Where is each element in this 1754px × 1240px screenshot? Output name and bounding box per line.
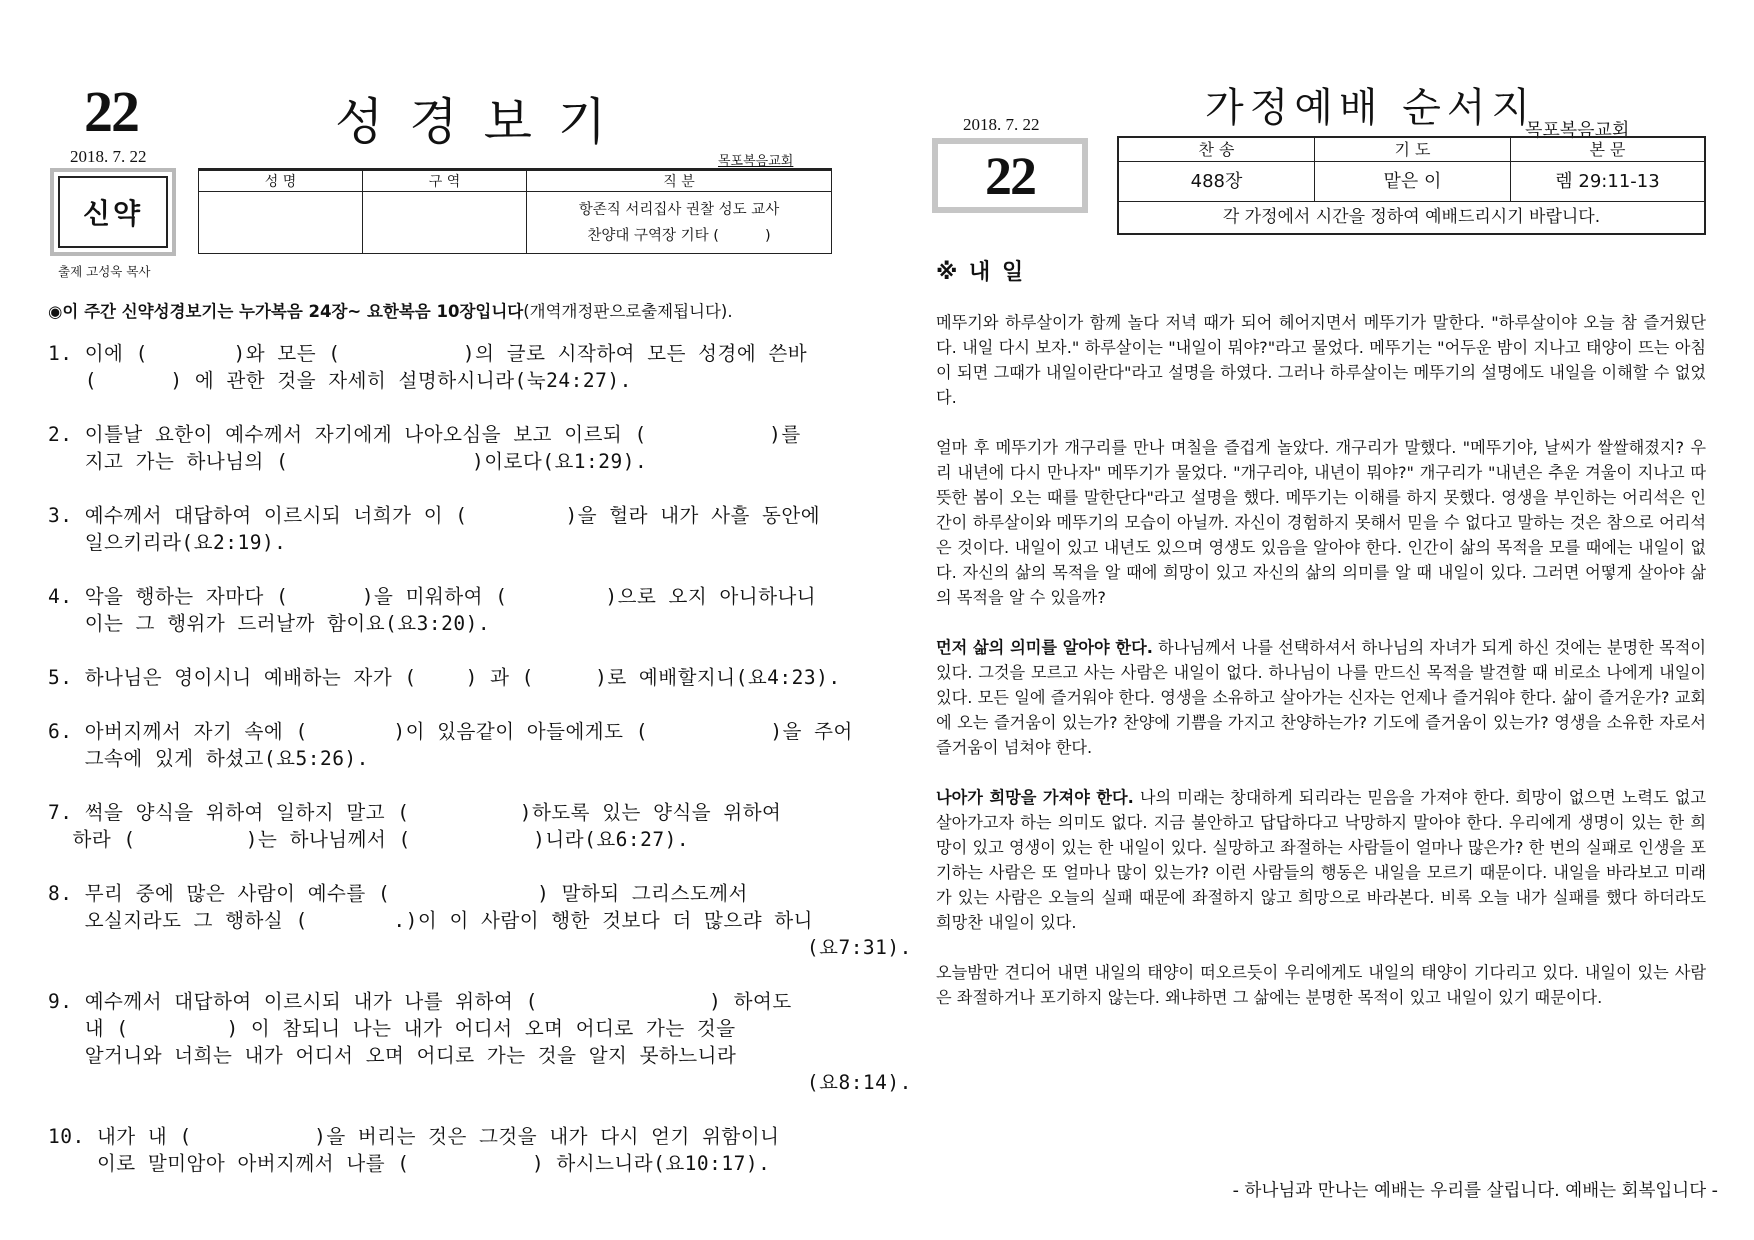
name-field[interactable]: [199, 192, 363, 254]
footer-slogan: - 하나님과 만나는 예배는 우리를 살립니다. 예배는 회복입니다 -: [1232, 1181, 1718, 1201]
worship-issue-number: 22: [985, 145, 1035, 206]
question-3: 3. 예수께서 대답하여 이르시되 너희가 이 ( )을 헐라 내가 사흘 동안에 일으키리라(요2:19).: [48, 504, 821, 554]
question-7: 7. 썩을 양식을 위하여 일하지 말고 ( )하도록 있는 양식을 위하여 하라 ( )는 하나님께서 ( )니라(요6:27).: [48, 801, 782, 851]
question-6: 6. 아버지께서 자기 속에 ( )이 있음같이 아들에게도 ( )을 주어 그속에 있게 하셨고(요5:26).: [48, 720, 853, 770]
question-10: 10. 내가 내 ( )을 버리는 것은 그것을 내가 다시 얻기 위함이니 이로 말미암아 아버지께서 나를 ( ) 하시느니라(요10:17).: [48, 1125, 780, 1175]
header-hymn: 찬 송: [1119, 138, 1315, 161]
issue-number: 22: [84, 79, 138, 144]
info-table-row: [199, 192, 832, 254]
roles-line-2: 찬양대 구역장 기타 ( ): [587, 227, 771, 244]
role-options[interactable]: [527, 192, 832, 254]
question-5: 5. 하나님은 영이시니 예배하는 자가 ( ) 과 ( )로 예배할지니(요4:23).: [48, 666, 841, 689]
header-name: 성 명: [199, 170, 363, 192]
worship-church: 목포복음교회: [1525, 120, 1630, 141]
order-note: 각 가정에서 시간을 정하여 예배드리시기 바랍니다.: [1222, 207, 1601, 227]
paragraph-3: 먼저 삶의 의미를 알아야 한다. 하나님께서 나를 선택하셔서 하나님의 자녀가 되게 하신 것에는 분명한 목적이 있다. 그것을 모르고 사는 사람은 내일이 없다. 하나님이 나를 만드신 목적을 발견할 때 비로소 나에게 내일이 있다. 모든 일에 즐거워야 한다. 영생을 소유하고 살아가는 신자는 언제나 즐거워야 한다. 삶이 즐거운가? 교회에 오는 즐거움이 있는가? 찬양에 기쁨을 가지고 찬양하는가? 기도에 즐거움이 있는가? 영생을 소유한 자로서 즐거움이 넘쳐야 한다.: [936, 638, 1706, 757]
worship-issue-badge: [932, 138, 1088, 213]
header-role: 직 분: [527, 170, 832, 192]
header-prayer: 기 도: [1315, 138, 1511, 161]
intro-rest: (개역개정판으로출제됩니다).: [523, 302, 733, 321]
author: 출제 고성욱 목사: [58, 264, 151, 279]
paragraph-2: 얼마 후 메뚜기가 개구리를 만나 며칠을 즐겁게 놀았다. 개구리가 말했다. "메뚜기야, 날씨가 쌀쌀해졌지? 우리 내년에 다시 만나자" 메뚜기가 물었다. "개구리야, 내년이 뭐야?" 개구리가 "내년은 추운 겨울이 지나고 따뜻한 봄이 오는 때를 말한단다"라고 설명을 했다. 메뚜기는 이해를 하지 못했다. 영생을 부인하는 어리석은 인간이 하루살이와 메뚜기의 모습이 아닐까. 자신이 경험하지 못해서 믿을 수 없다고 말하는 것은 참으로 어리석은 것이다. 내일이 있고 내년도 있으며 영생도 있음을 알아야 한다. 인간이 삶의 목적을 모를 때에는 내일이 없다. 자신의 삶의 목적을 알 때에 희망이 있고 자신의 삶의 의미를 알 때 내일이 있다. 그러면 어떻게 살아야 삶의 목적을 알 수 있을까?: [936, 438, 1706, 607]
question-list: [48, 340, 912, 1183]
scripture-value: 렘 29:11-13: [1555, 171, 1660, 192]
intro-bold: ◉이 주간 신약성경보기는 누가복음 24장~ 요한복음 10장입니다: [48, 302, 524, 321]
date: 2018. 7. 22: [70, 147, 147, 166]
roles-line-1: 항존직 서리집사 권찰 성도 교사: [578, 201, 780, 218]
info-table-header: [199, 170, 832, 192]
paragraph-5: 오늘밤만 견디어 내면 내일의 태양이 떠오르듯이 우리에게도 내일의 태양이 기다리고 있다. 내일이 있는 사람은 좌절하거나 포기하지 않는다. 왜냐하면 그 삶에는 분명한 목적이 있고 내일이 있기 때문이다.: [936, 963, 1706, 1007]
district-field[interactable]: [363, 192, 527, 254]
worship-title: 가정예배 순서지: [1205, 85, 1537, 131]
section-title: ※ 내 일: [936, 260, 1026, 285]
prayer-value: 맡은 이: [1315, 162, 1511, 201]
header-scripture: 본 문: [1589, 140, 1626, 159]
page-title: 성경보기: [335, 93, 633, 151]
question-8: 8. 무리 중에 많은 사람이 예수를 ( ) 말하되 그리스도께서 오실지라도 그 행하실 ( .)이 이 사람이 행한 것보다 더 많으랴 하니 (요7:31).: [48, 882, 912, 959]
paragraph-4: 나아가 희망을 가져야 한다. 나의 미래는 창대하게 되리라는 믿음을 가져야 한다. 희망이 없으면 노력도 없고 살아가고자 하는 의미도 없다. 지금 불안하고 답답하다고 낙망하지 말아야 한다. 우리에게 생명이 있는 한 희망이 있고 영생이 있는 한 내일이 있다. 실망하고 좌절하는 사람들이 얼마나 많은가? 한 번의 실패로 인생을 포기하는 사람은 또 얼마나 많이 있는가? 이런 사람들의 행동은 내일을 모르기 때문이다. 내일을 바라보고 미래가 있는 사람은 오늘의 실패 때문에 좌절하지 않고 희망으로 바라본다. 비록 오늘 내가 실패를 했다 하더라도 희망찬 내일이 있다.: [936, 788, 1706, 932]
question-4: 4. 악을 행하는 자마다 ( )을 미워하여 ( )으로 오지 아니하나니 이는 그 행위가 드러날까 함이요(요3:20).: [48, 585, 817, 635]
church-name: 목포복음교회: [718, 154, 794, 169]
info-table: [198, 168, 832, 254]
order-table: [1117, 136, 1706, 235]
badge-label: 신약: [82, 197, 144, 230]
question-1: 1. 이에 ( )와 모든 ( )의 글로 시작하여 모든 성경에 쓴바 ( ) 에 관한 것을 자세히 설명하시니라(눅24:27).: [48, 342, 808, 392]
testament-badge: [50, 168, 176, 256]
question-9: 9. 예수께서 대답하여 이르시되 내가 나를 위하여 ( ) 하여도 내 ( ) 이 참되니 나는 내가 어디서 오며 어디로 가는 것을 알거니와 너희는 내가 어디서 오며 어디로 가는 것을 알지 못하느니라 (요8:14).: [48, 990, 912, 1094]
order-table-values: [1119, 162, 1704, 202]
order-table-header: [1119, 138, 1704, 162]
paragraph-1: 메뚜기와 하루살이가 함께 놀다 저녁 때가 되어 헤어지면서 메뚜기가 말한다. "하루살이야 오늘 참 즐거웠단다. 내일 다시 보자." 하루살이는 "내일이 뭐야?"라고 물었다. 메뚜기는 "어두운 밤이 지나고 태양이 뜨는 아침이 되면 그때가 내일이란다"라고 설명을 하였다. 그러나 하루살이는 메뚜기의 설명에도 내일을 이해할 수 없었다.: [936, 313, 1706, 407]
intro-line: [48, 298, 733, 322]
article-body: [936, 310, 1706, 1010]
question-2: 2. 이틀날 요한이 예수께서 자기에게 나아오심을 보고 이르되 ( )를 지고 가는 하나님의 ( )이로다(요1:29).: [48, 423, 801, 473]
header-district: 구 역: [363, 170, 527, 192]
hymn-value: 488장: [1119, 162, 1315, 201]
worship-date: 2018. 7. 22: [963, 115, 1040, 134]
